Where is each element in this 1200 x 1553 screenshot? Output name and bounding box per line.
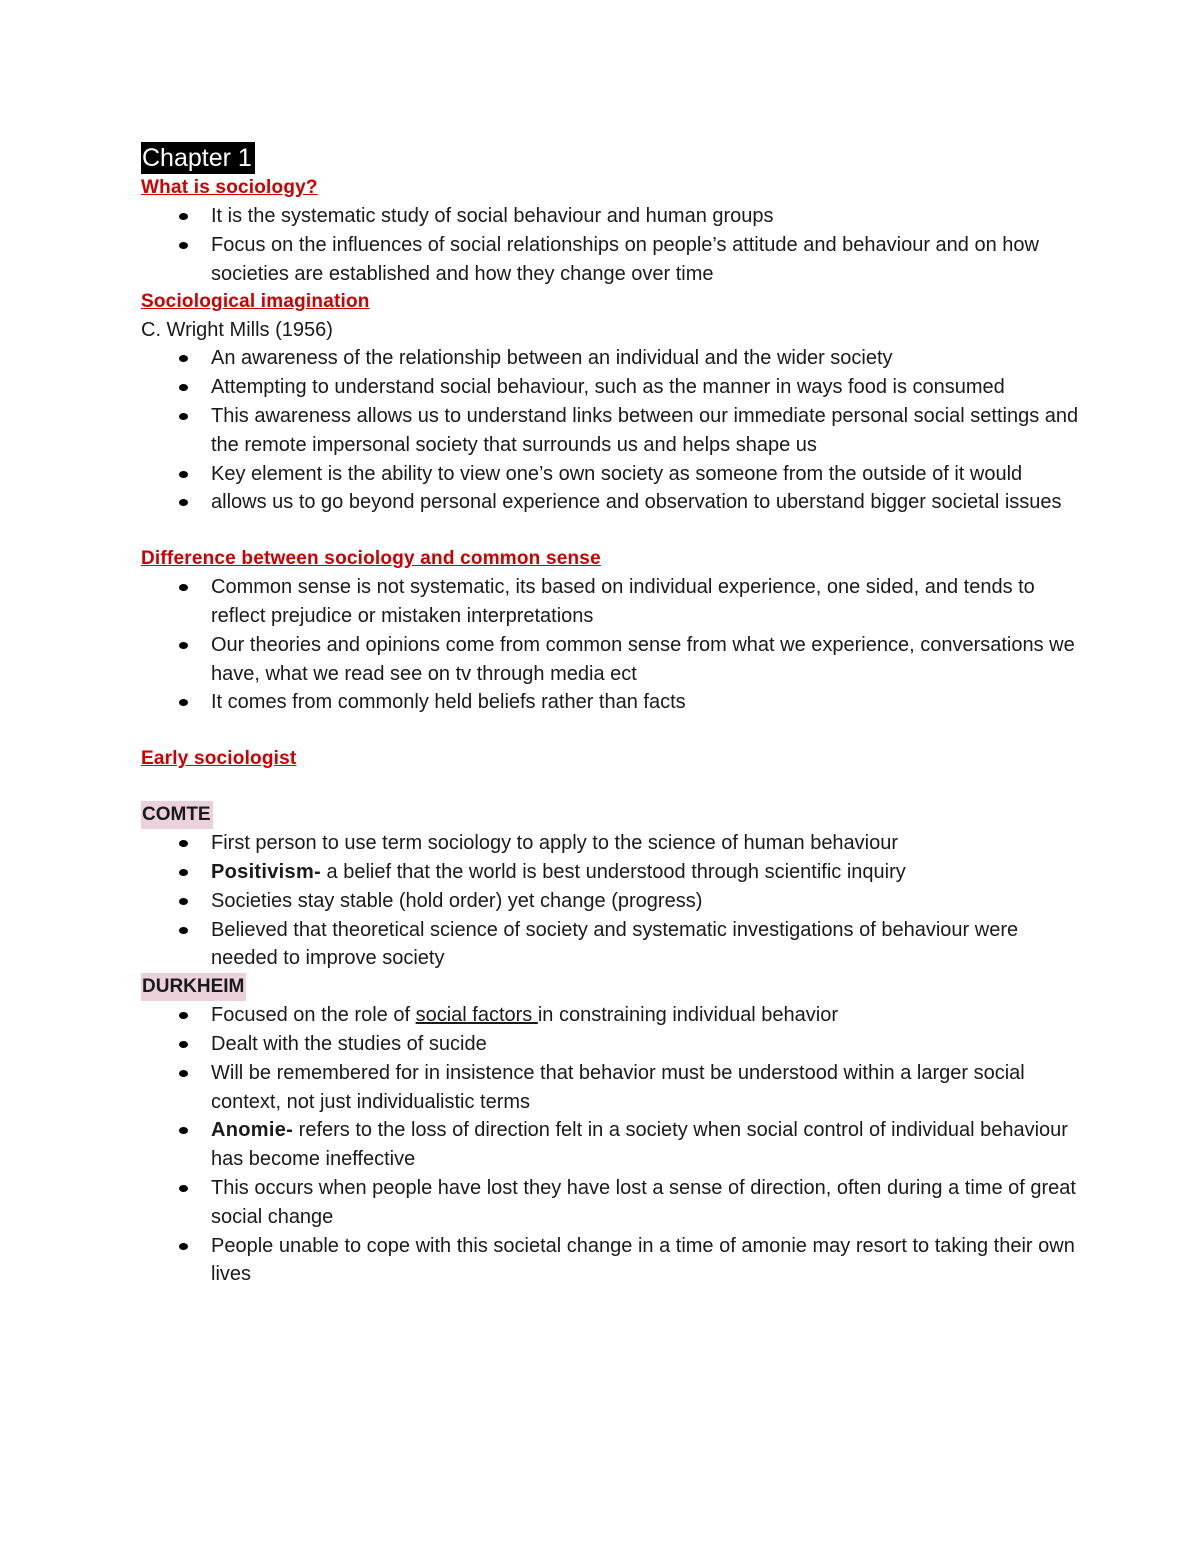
chapter-title: Chapter 1 <box>141 142 255 174</box>
bullet-icon <box>179 1185 188 1192</box>
list-item-text: allows us to go beyond personal experience and observation to uberstand bigger societal issues <box>211 491 1062 514</box>
list-item <box>141 829 1081 858</box>
list-item <box>141 1174 1081 1232</box>
list-item <box>141 344 1081 373</box>
list-item <box>141 1030 1081 1059</box>
list-item <box>141 460 1081 489</box>
heading-early-sociologist: Early sociologist <box>141 748 297 770</box>
bullet-list-imagination <box>141 344 1081 517</box>
list-item-text: An awareness of the relationship between an individual and the wider society <box>211 347 893 370</box>
bullet-icon <box>179 699 188 706</box>
list-item-text: This occurs when people have lost they have lost a sense of direction, often during a time of great social change <box>211 1176 1076 1228</box>
list-item <box>141 231 1081 289</box>
list-item <box>141 887 1081 916</box>
person-name-comte: COMTE <box>141 801 213 829</box>
heading-what-is-sociology: What is sociology? <box>141 177 318 198</box>
person-name-durkheim: DURKHEIM <box>141 973 246 1001</box>
list-item <box>141 373 1081 402</box>
bullet-icon <box>179 869 188 876</box>
list-item <box>141 631 1081 689</box>
bullet-icon <box>179 384 188 391</box>
bullet-icon <box>179 898 188 905</box>
list-item <box>141 488 1081 517</box>
list-item-text: Believed that theoretical science of society and systematic investigations of behaviour were needed to improve society <box>211 918 1019 970</box>
bullet-icon <box>179 471 188 478</box>
list-item <box>141 858 1081 887</box>
bullet-icon <box>179 840 188 847</box>
list-item-text: Focus on the influences of social relationships on people’s attitude and behaviour and on how societies are established and how they change over time <box>211 233 1039 285</box>
list-item-text: Key element is the ability to view one’s own society as someone from the outside of it would <box>211 462 1023 485</box>
comte-block <box>141 801 1081 973</box>
list-item <box>141 916 1081 974</box>
list-item-text: This awareness allows us to understand links between our immediate personal social settings and the remote impersonal society that surrounds us and helps shape us <box>211 404 1079 456</box>
bullet-list-comte <box>141 829 1081 973</box>
list-item <box>141 202 1081 231</box>
list-item-text: It comes from commonly held beliefs rather than facts <box>211 691 686 714</box>
bullet-icon <box>179 642 188 649</box>
list-item-text: Dealt with the studies of sucide <box>211 1032 487 1055</box>
bullet-icon <box>179 413 188 420</box>
list-item-text: Will be remembered for in insistence that behavior must be understood within a larger social context, not just individualistic terms <box>211 1061 1025 1113</box>
list-item-text: refers to the loss of direction felt in a society when social control of individual behaviour has become ineffective <box>211 1119 1068 1171</box>
list-item <box>141 1059 1081 1117</box>
bullet-icon <box>179 584 188 591</box>
heading-sociological-imagination: Sociological imagination <box>141 291 370 313</box>
list-item <box>141 402 1081 460</box>
list-item <box>141 688 1081 717</box>
bullet-list-what-is <box>141 202 1081 288</box>
bullet-icon <box>179 1127 188 1134</box>
durkheim-block <box>141 973 1081 1289</box>
list-item <box>141 1001 1081 1030</box>
bullet-icon <box>179 355 188 362</box>
list-item-text: First person to use term sociology to apply to the science of human behaviour <box>211 832 899 855</box>
bullet-icon <box>179 1243 188 1250</box>
list-item-text: a belief that the world is best understood through scientific inquiry <box>321 860 906 883</box>
list-item-text: It is the systematic study of social behaviour and human groups <box>211 205 774 227</box>
term-positivism: Positivism- <box>211 860 321 883</box>
bullet-icon <box>179 1070 188 1077</box>
bullet-icon <box>179 1041 188 1048</box>
document-page <box>141 142 1081 1289</box>
underlined-text: social factors <box>415 1004 538 1027</box>
attribution: C. Wright Mills (1956) <box>141 319 333 342</box>
list-item-text: Attempting to understand social behaviour, such as the manner in ways food is consumed <box>211 376 1005 399</box>
bullet-icon <box>179 1012 188 1019</box>
list-item <box>141 1116 1081 1174</box>
list-item-text: Focused on the role of <box>211 1004 416 1027</box>
bullet-list-durkheim <box>141 1001 1081 1289</box>
list-item-text: Our theories and opinions come from common sense from what we experience, conversations we have, what we read see on tv through media ect <box>211 633 1075 685</box>
list-item <box>141 1232 1081 1290</box>
list-item <box>141 573 1081 631</box>
bullet-icon <box>179 499 188 506</box>
list-item-text: Common sense is not systematic, its based on individual experience, one sided, and tends to reflect prejudice or mistaken interpretations <box>211 576 1035 627</box>
list-item-text: Societies stay stable (hold order) yet change (progress) <box>211 889 703 912</box>
bullet-icon <box>179 242 188 249</box>
bullet-icon <box>179 213 188 220</box>
list-item-text: People unable to cope with this societal change in a time of amonie may resort to taking their own lives <box>211 1234 1075 1286</box>
heading-common-sense: Difference between sociology and common sense <box>141 548 601 570</box>
list-item-text: in constraining individual behavior <box>537 1004 839 1027</box>
bullet-list-common-sense <box>141 573 1081 717</box>
term-anomie: Anomie- <box>211 1119 294 1142</box>
bullet-icon <box>179 927 188 934</box>
